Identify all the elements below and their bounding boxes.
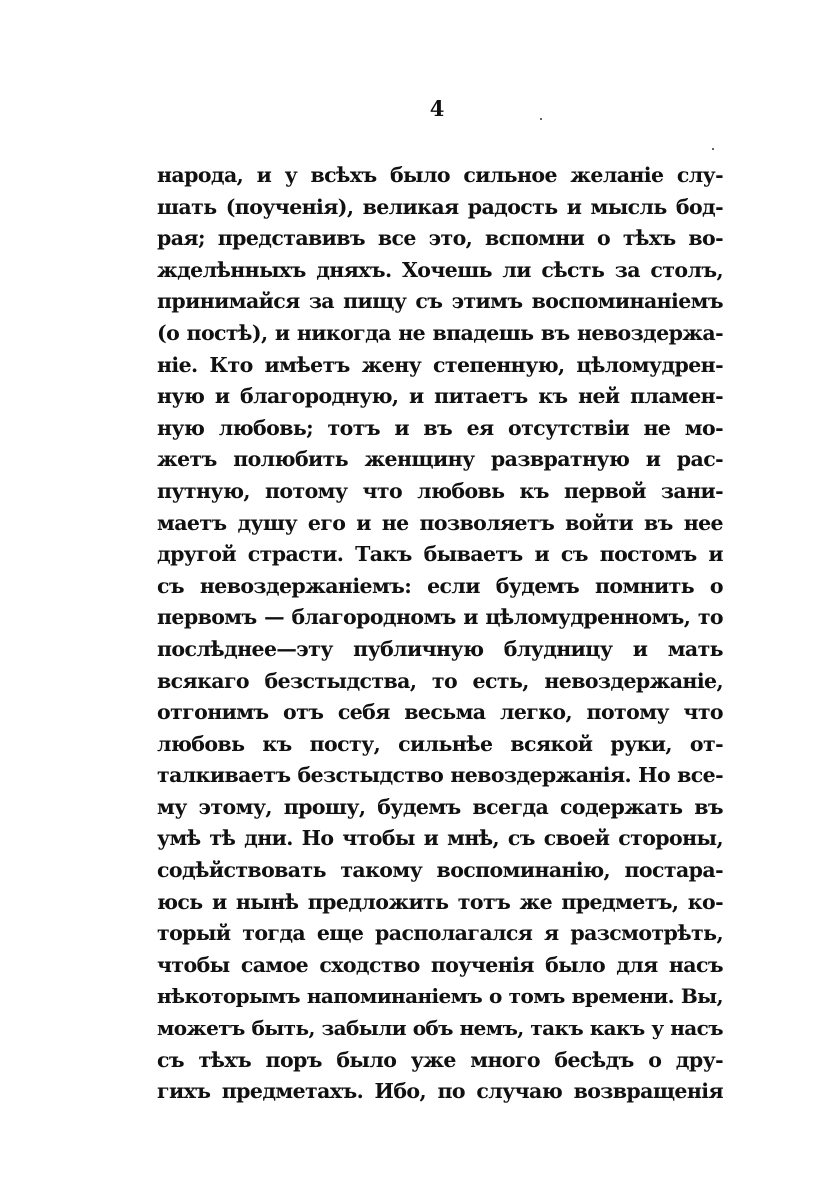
text-line: умѣ тѣ дни. Но чтобы и мнѣ, съ своей стороны, bbox=[157, 826, 723, 851]
text-line: юсь и нынѣ предложить тотъ же предметъ, ко- bbox=[157, 889, 723, 914]
text-line: жетъ полюбить женщину развратную и рас- bbox=[157, 447, 723, 472]
text-line: маетъ душу его и не позволяетъ войти въ нее bbox=[157, 510, 723, 535]
print-speck bbox=[540, 118, 542, 120]
text-line: талкиваетъ безстыдство невоздержанія. Но все- bbox=[157, 763, 723, 788]
text-line: путную, потому что любовь къ первой зани- bbox=[157, 478, 723, 503]
text-line: съ тѣхъ поръ было уже много бесѣдъ о дру- bbox=[157, 1047, 723, 1072]
text-line: содѣйствовать такому воспоминанію, постара- bbox=[157, 858, 723, 883]
text-line: отгонимъ отъ себя весьма легко, потому что bbox=[157, 700, 723, 725]
text-line: народа, и у всѣхъ было сильное желаніе слу- bbox=[157, 163, 723, 187]
text-line: любовь къ посту, сильнѣе всякой руки, от- bbox=[157, 731, 723, 756]
text-line: торый тогда еще располагался я разсмотрѣть, bbox=[157, 921, 723, 946]
print-speck bbox=[712, 148, 714, 150]
text-line: чтобы самое сходство поученія было для насъ bbox=[157, 952, 723, 977]
text-line: ную и благородную, и питаетъ къ ней пламен- bbox=[157, 384, 723, 409]
text-line: съ невоздержаніемъ: если будемъ помнить о bbox=[157, 573, 723, 598]
text-line: шать (поученія), великая радость и мысль бод- bbox=[157, 194, 723, 219]
text-line: принимайся за пищу съ этимъ воспоминаніемъ bbox=[157, 289, 723, 314]
text-line: гихъ предметахъ. Ибо, по случаю возвращенія bbox=[157, 1079, 723, 1104]
page-number: 4 bbox=[429, 96, 445, 121]
text-line: можетъ быть, забыли объ немъ, такъ какъ у насъ bbox=[157, 1016, 723, 1041]
text-body bbox=[157, 160, 723, 1108]
text-line: жделѣнныхъ дняхъ. Хочешь ли сѣсть за столъ, bbox=[157, 257, 723, 282]
text-line: ную любовь; тотъ и въ ея отсутствіи не мо- bbox=[157, 415, 723, 440]
text-line: другой страсти. Такъ бываетъ и съ постомъ и bbox=[157, 542, 723, 567]
text-line: послѣднее—эту публичную блудницу и мать bbox=[157, 636, 723, 661]
text-line: му этому, прошу, будемъ всегда содержать въ bbox=[157, 794, 723, 819]
text-line: нѣкоторымъ напоминаніемъ о томъ времени. Вы, bbox=[157, 984, 723, 1009]
text-line: первомъ — благородномъ и цѣломудренномъ, то bbox=[157, 605, 723, 630]
text-line: (о постѣ), и никогда не впадешь въ невоздержа- bbox=[157, 320, 723, 345]
text-line: рая; представивъ все это, вспомни о тѣхъ во- bbox=[157, 226, 723, 251]
text-line: ніе. Кто имѣетъ жену степенную, цѣломудрен- bbox=[157, 352, 723, 377]
text-line: всякаго безстыдства, то есть, невоздержаніе, bbox=[157, 668, 723, 693]
